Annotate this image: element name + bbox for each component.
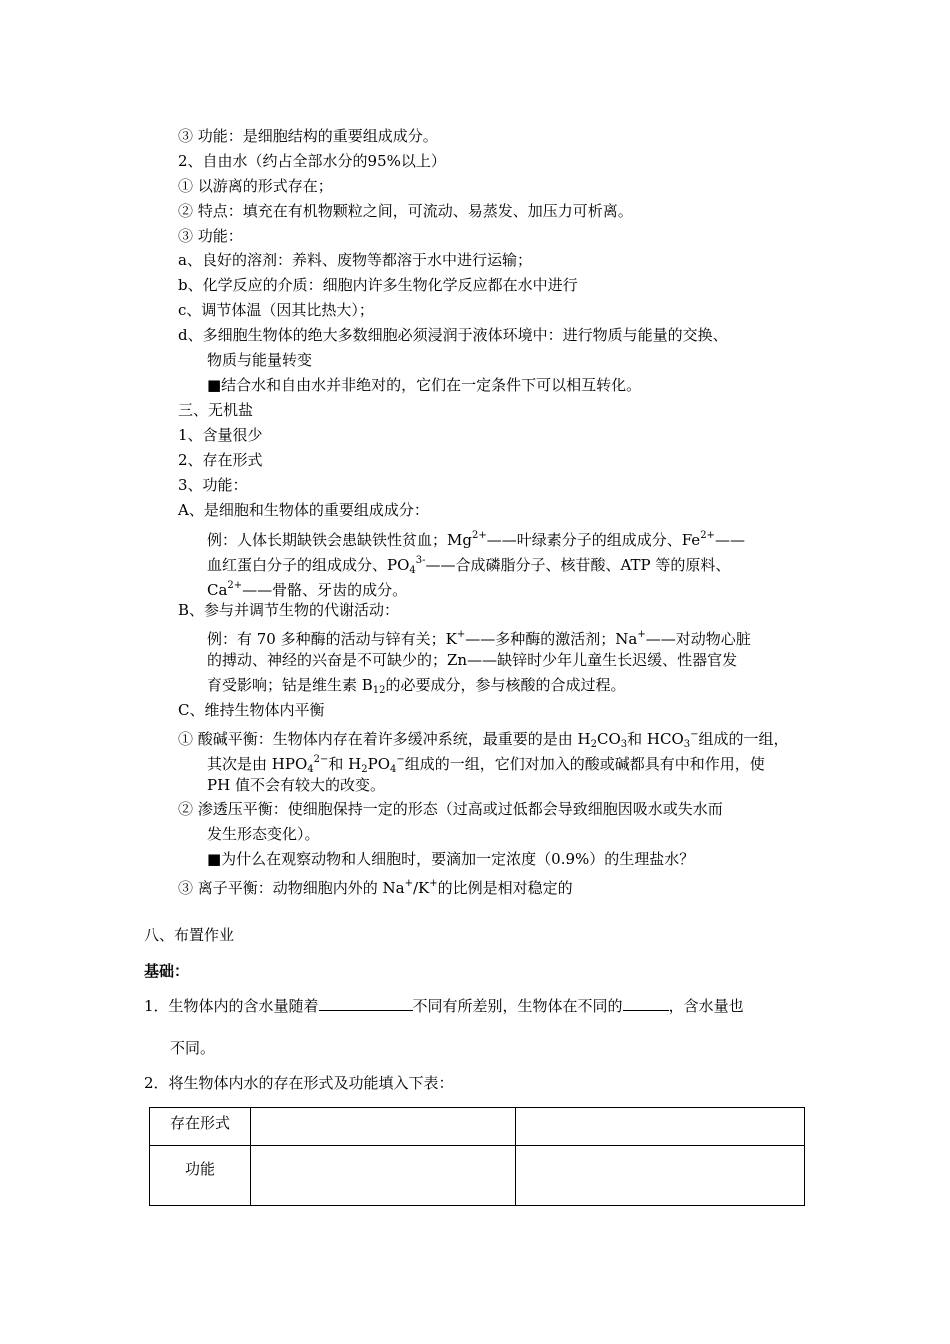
text-line: b、化学反应的介质：细胞内许多生物化学反应都在水中进行 bbox=[178, 276, 578, 294]
text-line: A、是细胞和生物体的重要组成成分： bbox=[178, 501, 429, 519]
section-heading: 三、无机盐 bbox=[178, 401, 254, 419]
answer-table bbox=[149, 1107, 805, 1206]
subsection-heading: 基础： bbox=[144, 962, 190, 980]
text-line: d、多细胞生物体的绝大多数细胞必须浸润于液体环境中：进行物质与能量的交换、 bbox=[178, 326, 728, 344]
answer-cell[interactable] bbox=[516, 1108, 805, 1146]
text-line: ③ 功能：是细胞结构的重要组成成分。 bbox=[178, 127, 438, 145]
text-line: PH 值不会有较大的改变。 bbox=[207, 776, 385, 794]
text-line: ① 酸碱平衡：生物体内存在着许多缓冲系统，最重要的是由 $H_2CO_3$和 $HCO_3^-$组成的一组， bbox=[178, 729, 789, 750]
answer-cell[interactable] bbox=[251, 1108, 516, 1146]
table-row bbox=[150, 1108, 805, 1146]
text-line: 1、含量很少 bbox=[178, 426, 263, 444]
text-line: 2、自由水（约占全部水分的95%以上） bbox=[178, 152, 446, 170]
question-2: 2．将生物体内水的存在形式及功能填入下表： bbox=[144, 1074, 454, 1092]
table-row bbox=[150, 1146, 805, 1206]
text-line: 不同。 bbox=[170, 1039, 216, 1057]
text-line: 其次是由 $HPO_4^{2-}$和 $H_2PO_4^-$组成的一组，它们对加入的酸或碱都具有中和作用，使 bbox=[207, 754, 765, 775]
text-line: ① 以游离的形式存在； bbox=[178, 177, 333, 195]
text-line: c、调节体温（因其比热大）； bbox=[178, 301, 374, 319]
text-line: 的搏动、神经的兴奋是不可缺少的；Zn——缺锌时少年儿童生长迟缓、性器官发 bbox=[207, 651, 738, 669]
answer-cell[interactable] bbox=[251, 1146, 516, 1206]
answer-cell[interactable] bbox=[516, 1146, 805, 1206]
note-line: ■为什么在观察动物和人细胞时，要滴加一定浓度（0.9%）的生理盐水？ bbox=[207, 850, 695, 868]
note-line: ■结合水和自由水并非绝对的，它们在一定条件下可以相互转化。 bbox=[207, 376, 642, 394]
text-line: 2、存在形式 bbox=[178, 451, 263, 469]
text-line: ② 特点：填充在有机物颗粒之间，可流动、易蒸发、加压力可析离。 bbox=[178, 202, 633, 220]
text-line: 发生形态变化）。 bbox=[207, 825, 320, 843]
text-line: a、良好的溶剂：养料、废物等都溶于水中进行运输； bbox=[178, 251, 532, 269]
table-row-label: 功能 bbox=[150, 1146, 251, 1206]
answer-blank[interactable] bbox=[319, 996, 413, 1011]
answer-blank[interactable] bbox=[623, 996, 669, 1011]
text-line: 例：人体长期缺铁会患缺铁性贫血；$Mg^{2+}——$叶绿素分子的组成成分、$Fe^{2+}——$ bbox=[207, 530, 745, 549]
text-line: 物质与能量转变 bbox=[207, 351, 313, 369]
text-line: 血红蛋白分子的组成成分、$PO_4^{3-}——$合成磷脂分子、核苷酸、ATP 等的原料、 bbox=[207, 555, 731, 576]
question-1: 1．生物体内的含水量随着 不同有所差别，生物体在不同的 ，含水量也 bbox=[144, 997, 744, 1015]
text-line: ③ 离子平衡：动物细胞内外的 Na+/K+的比例是相对稳定的 bbox=[178, 878, 573, 897]
text-line: $Ca^{2+}——$骨骼、牙齿的成分。 bbox=[207, 580, 408, 599]
section-heading: 八、布置作业 bbox=[144, 926, 235, 944]
text-line: 例：有 70 多种酶的活动与锌有关；K+——多种酶的激活剂；Na+——对动物心脏 bbox=[207, 629, 751, 648]
text-line: 3、功能： bbox=[178, 476, 248, 494]
text-line: ③ 功能： bbox=[178, 227, 243, 245]
text-line: B、参与并调节生物的代谢活动： bbox=[178, 601, 400, 619]
text-line: C、维持生物体内平衡 bbox=[178, 701, 325, 719]
table-row-label: 存在形式 bbox=[150, 1108, 251, 1146]
text-line: ② 渗透压平衡：使细胞保持一定的形态（过高或过低都会导致细胞因吸水或失水而 bbox=[178, 800, 723, 818]
text-line: 育受影响；钴是维生素 $B_{12}$的必要成分，参与核酸的合成过程。 bbox=[207, 676, 626, 696]
